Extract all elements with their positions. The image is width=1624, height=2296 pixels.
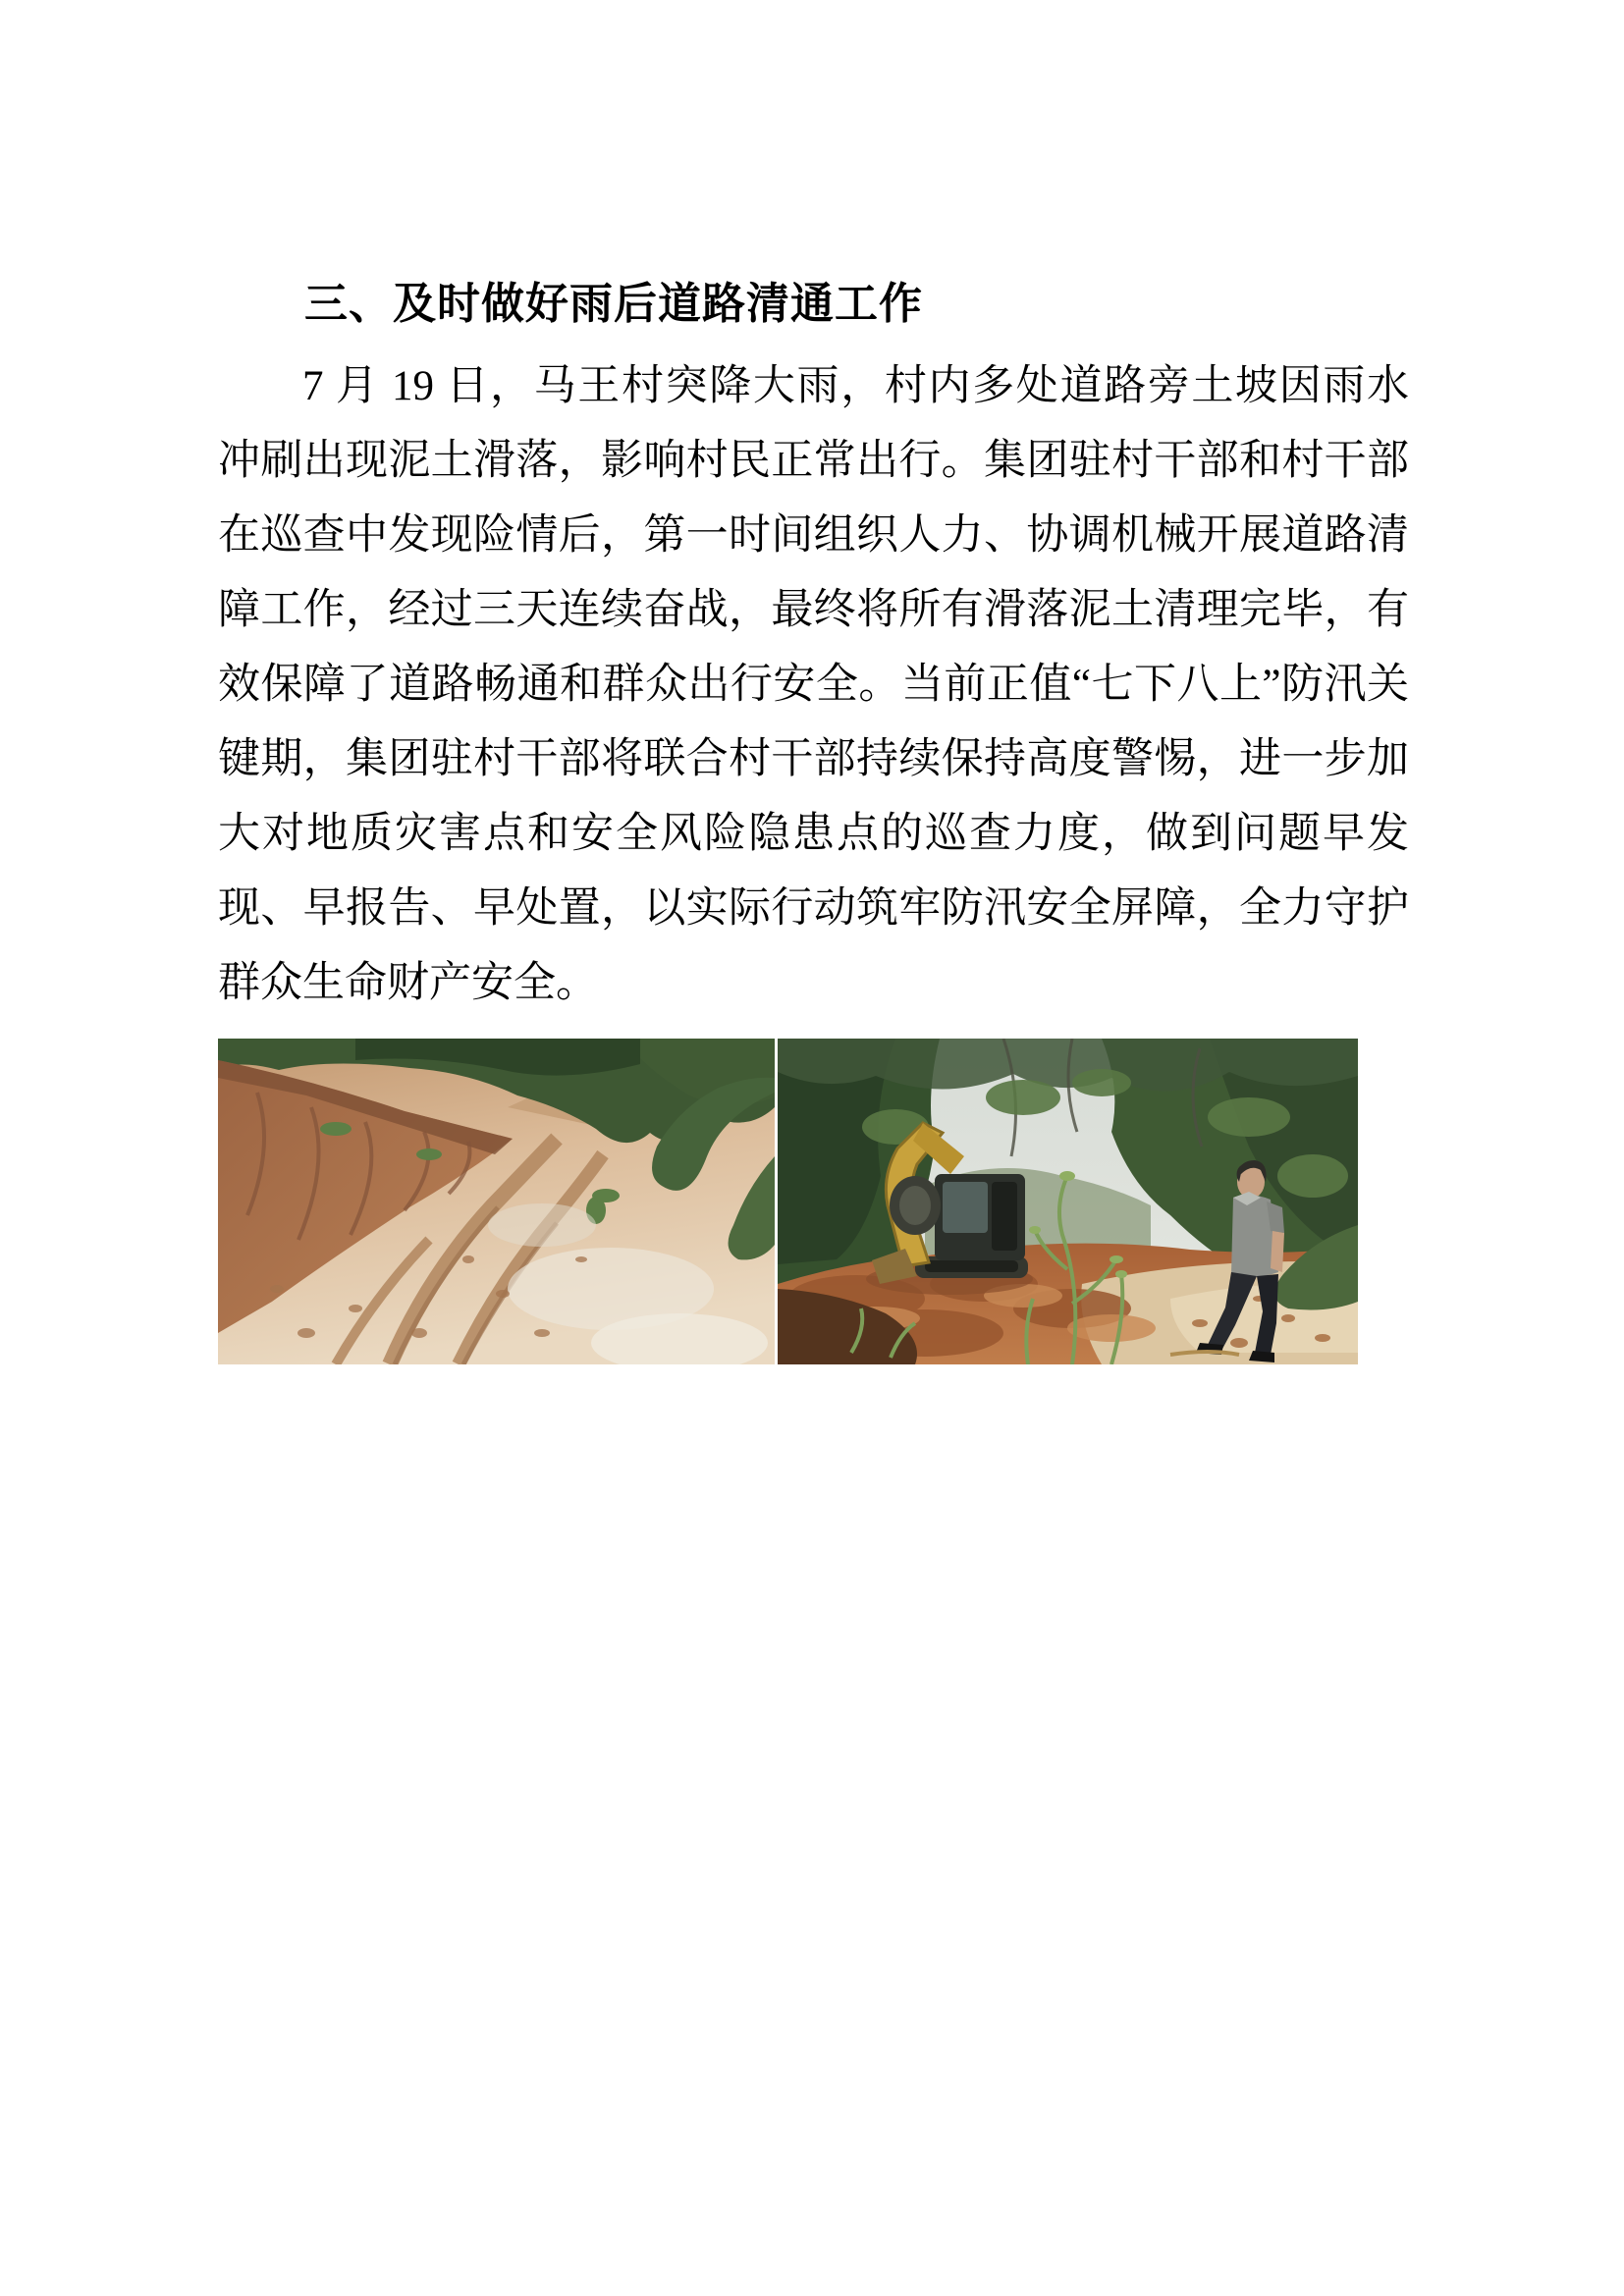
body-paragraph: 7 月 19 日，马王村突降大雨，村内多处道路旁土坡因雨水冲刷出现泥土滑落，影响村民正常出行。集团驻村干部和村干部在巡查中发现险情后，第一时间组织人力、协调机械开展道路清障工作，经过三天连续奋战，最终将所有滑落泥土清理完毕，有效保障了道路畅通和群众出行安全。当前正值“七下八上”防汛关键期，集团驻村干部将联合村干部持续保持高度警惕，进一步加大对地质灾害点和安全风险隐患点的巡查力度，做到问题早发现、早报告、早处置，以实际行动筑牢防汛安全屏障，全力守护群众生命财产安全。 bbox=[218, 363, 1409, 1006]
excavator-clearing-road-photo bbox=[778, 1039, 1358, 1364]
photo-row bbox=[218, 1039, 1358, 1364]
muddy-road-landslide-photo bbox=[218, 1039, 775, 1364]
section-heading: 三、及时做好雨后道路清通工作 bbox=[304, 280, 923, 328]
